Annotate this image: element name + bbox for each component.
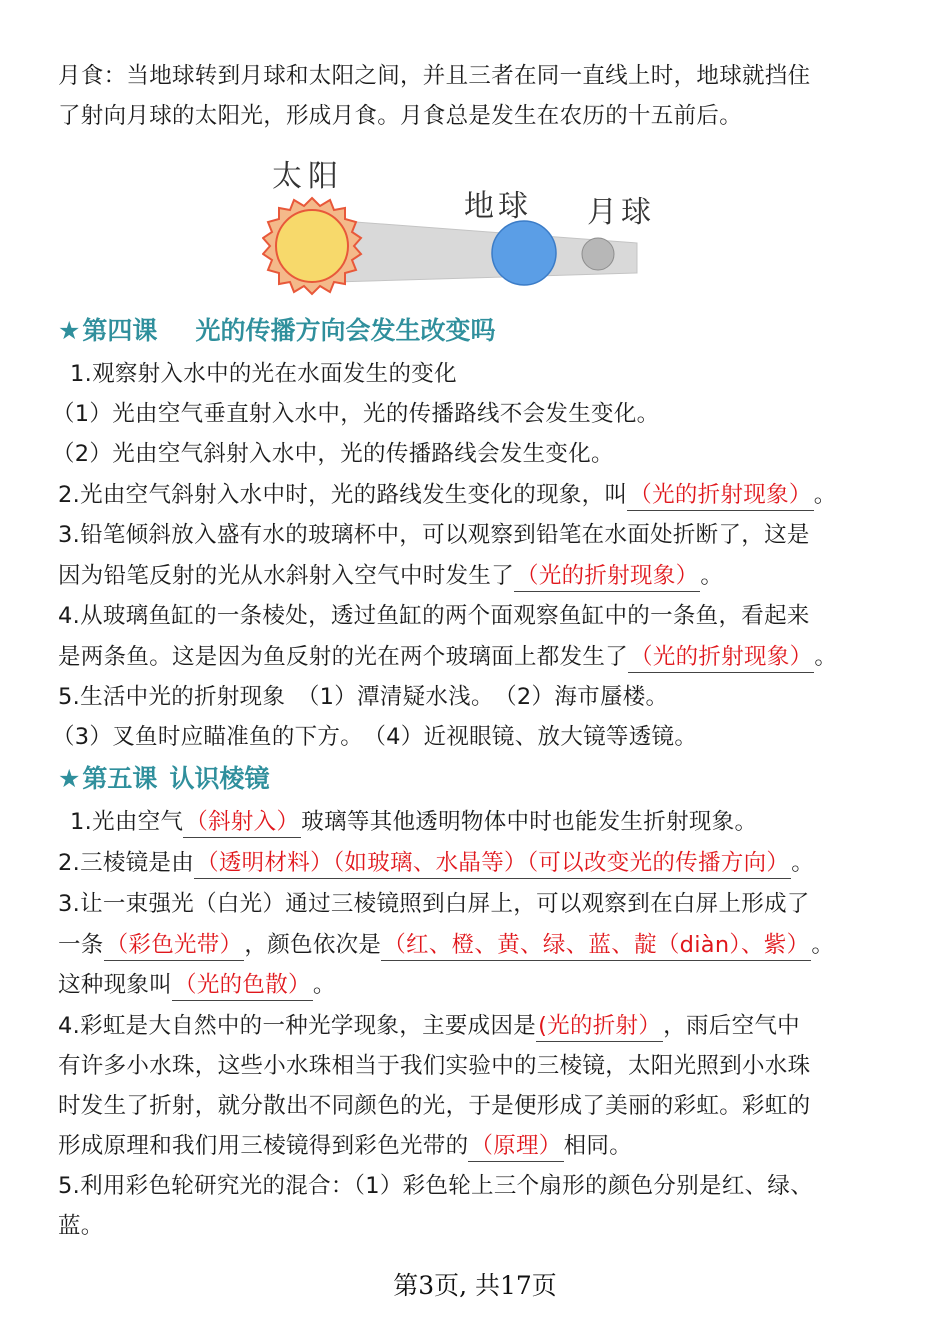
lesson5-heading — [58, 760, 269, 798]
lesson4-item-4-line-2 — [58, 639, 910, 675]
earth-icon — [492, 221, 556, 285]
item-text: 。 — [791, 850, 814, 876]
page-number: 第3页, 共17页 — [393, 1271, 557, 1300]
answer-blank: （光的色散） — [172, 970, 313, 1001]
intro-line-1: 月食：当地球转到月球和太阳之间，并且三者在同一直线上时，地球就挡住 — [58, 63, 811, 89]
lesson4-number: 第四课 — [82, 316, 158, 345]
lunar-eclipse-diagram — [262, 148, 682, 308]
lesson5-item-4-line-1 — [58, 1008, 910, 1044]
lesson5-item-3-line-3 — [58, 967, 910, 1003]
lesson5-item-5-line-1: 5.利用彩色轮研究光的混合：（1）彩色轮上三个扇形的颜色分别是红、绿、 — [58, 1173, 814, 1199]
item-text: 4.彩虹是大自然中的一种光学现象，主要成因是 — [58, 1013, 537, 1039]
item-text: 玻璃等其他透明物体中时也能发生折射现象。 — [301, 809, 758, 835]
lesson5-item-2 — [58, 845, 910, 881]
star-icon: ★ — [58, 316, 81, 345]
answer-blank: （光的折射现象） — [628, 642, 814, 673]
answer-blank: （红、橙、黄、绿、蓝、靛（diàn）、紫） — [381, 930, 811, 961]
lesson5-item-1 — [70, 804, 910, 840]
item-text: 是两条鱼。这是因为鱼反射的光在两个玻璃面上都发生了 — [58, 644, 629, 670]
item-text: 。 — [811, 932, 835, 958]
lesson5-item-5-line-2: 蓝。 — [58, 1213, 104, 1239]
lesson4-item-5-line-1: 5.生活中光的折射现象 （1）潭清疑水浅。 （2）海市蜃楼。 — [58, 684, 669, 710]
lesson4-item-3-line-2 — [58, 558, 910, 594]
answer-blank: （彩色光带） — [104, 930, 245, 961]
answer-blank: （光的折射现象） — [514, 561, 700, 592]
lesson4-item-2 — [58, 477, 910, 513]
lesson4-title: 光的传播方向会发生改变吗 — [195, 316, 496, 345]
lesson4-item-4-line-1: 4.从玻璃鱼缸的一条棱处，透过鱼缸的两个面观察鱼缸中的一条鱼，看起来 — [58, 603, 810, 629]
item-text: 2.三棱镜是由 — [58, 850, 195, 876]
lesson5-item-4-line-4 — [58, 1128, 910, 1164]
answer-blank: （光的折射现象） — [627, 480, 813, 511]
intro-line-2: 了射向月球的太阳光，形成月食。月食总是发生在农历的十五前后。 — [58, 103, 743, 129]
lesson5-item-4-line-3: 时发生了折射，就分散出不同颜色的光，于是便形成了美丽的彩虹。彩虹的 — [58, 1093, 811, 1119]
item-text: 形成原理和我们用三棱镜得到彩色光带的 — [58, 1133, 469, 1159]
item-text: 这种现象叫 — [58, 972, 173, 998]
lesson5-number: 第五课 — [82, 764, 158, 793]
item-text: 。 — [700, 563, 724, 589]
answer-blank: （透明材料）（如玻璃、水晶等）（可以改变光的传播方向） — [194, 848, 791, 879]
lesson5-item-4-line-2: 有许多小水珠，这些小水珠相当于我们实验中的三棱镜，太阳光照到小水珠 — [58, 1053, 811, 1079]
item-text: 。 — [813, 482, 837, 508]
earth-label: 地球 — [464, 189, 532, 224]
item-text: 一条 — [58, 932, 104, 958]
item-text: 。 — [312, 972, 336, 998]
moon-icon — [582, 238, 614, 270]
sun-label: 太阳 — [272, 159, 344, 194]
lesson4-heading — [58, 312, 495, 350]
lesson5-item-3-line-2 — [58, 927, 910, 963]
answer-blank: （原理） — [468, 1131, 563, 1162]
moon-label: 月球 — [587, 195, 655, 230]
item-text: 1.光由空气 — [70, 809, 184, 835]
lesson5-title: 认识棱镜 — [169, 764, 270, 793]
item-text: 相同。 — [563, 1133, 633, 1159]
item-text: 2.光由空气斜射入水中时，光的路线发生变化的现象，叫 — [58, 482, 628, 508]
item-text: 。 — [814, 644, 838, 670]
lesson4-item-3-line-1: 3.铅笔倾斜放入盛有水的玻璃杯中，可以观察到铅笔在水面处折断了，这是 — [58, 522, 810, 548]
item-text: ，雨后空气中 — [663, 1013, 800, 1039]
answer-blank: （斜射入） — [183, 807, 301, 838]
star-icon: ★ — [58, 764, 81, 793]
answer-blank: (光的折射） — [536, 1011, 663, 1042]
lesson5-item-3-line-1: 3.让一束强光（白光）通过三棱镜照到白屏上，可以观察到在白屏上形成了 — [58, 891, 810, 917]
lesson4-item-1a: （1）光由空气垂直射入水中，光的传播路线不会发生变化。 — [52, 401, 660, 427]
lesson4-item-5-line-2: （3）叉鱼时应瞄准鱼的下方。 （4）近视眼镜、放大镜等透镜。 — [52, 724, 698, 750]
lesson4-item-1: 1.观察射入水中的光在水面发生的变化 — [70, 361, 457, 387]
item-text: 因为铅笔反射的光从水斜射入空气中时发生了 — [58, 563, 515, 589]
lesson4-item-1b: （2）光由空气斜射入水中，光的传播路线会发生变化。 — [52, 441, 614, 467]
item-text: ，颜色依次是 — [244, 932, 382, 958]
